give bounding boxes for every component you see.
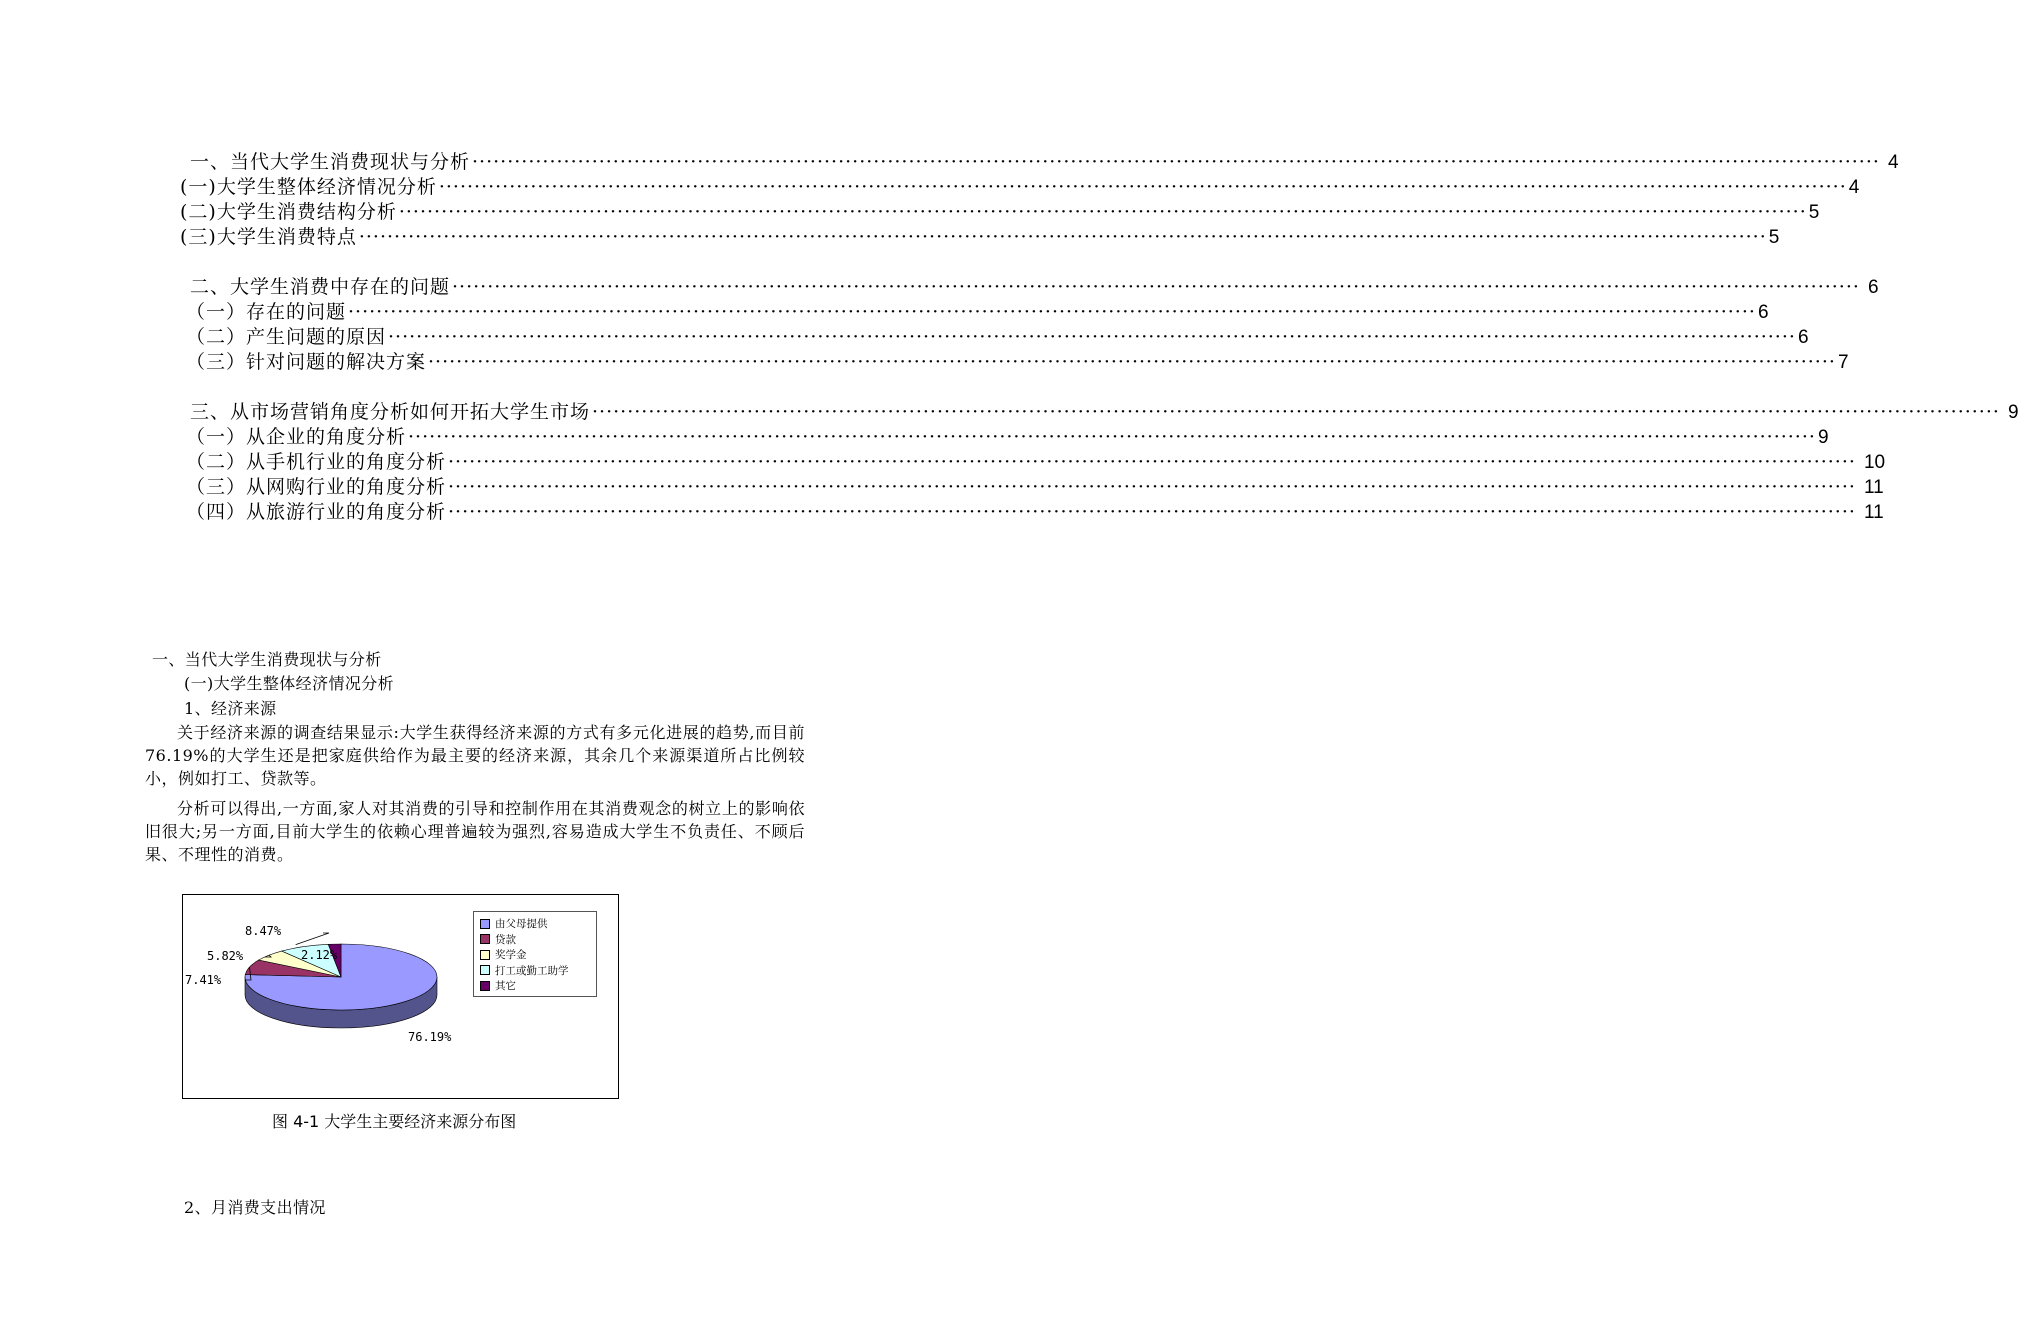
toc-leader-dots: ········································································································································································································ xyxy=(388,326,1796,348)
toc-page-number: 9 xyxy=(1817,427,1829,448)
toc-leader-dots: ········································································································································································································ xyxy=(438,176,1847,198)
toc-section-entry[interactable] xyxy=(190,150,1899,175)
pie-data-label: 5.82% xyxy=(207,949,244,963)
legend-item xyxy=(480,916,592,932)
toc-page-number: 9 xyxy=(2007,402,2019,423)
legend-swatch xyxy=(480,950,490,960)
toc-leader-dots: ········································································································································································································ xyxy=(472,151,1880,173)
toc-page-number: 11 xyxy=(1863,477,1884,498)
toc-entry-title: (一)大学生整体经济情况分析 xyxy=(180,176,437,198)
toc-entry-title: (二)大学生消费结构分析 xyxy=(180,201,397,223)
legend-label: 贷款 xyxy=(495,933,516,946)
legend-label: 奖学金 xyxy=(495,949,527,962)
toc-page-number: 6 xyxy=(1797,327,1809,348)
toc-leader-dots: ········································································································································································································ xyxy=(398,201,1807,223)
sub-subsection-heading-2: 2、月消费支出情况 xyxy=(184,1198,326,1217)
toc-page-number: 5 xyxy=(1768,227,1780,248)
legend-swatch xyxy=(480,981,490,991)
figure-caption: 图 4-1 大学生主要经济来源分布图 xyxy=(272,1112,517,1131)
toc-leader-dots: ········································································································································································································ xyxy=(428,351,1836,373)
toc-entry-title: （三）从网购行业的角度分析 xyxy=(186,476,447,498)
pie-data-label: 7.41% xyxy=(185,973,222,987)
legend-item xyxy=(480,947,592,963)
pie-data-label: 76.19% xyxy=(408,1030,452,1044)
toc-page-number: 6 xyxy=(1757,302,1769,323)
pie-data-label: 8.47% xyxy=(245,924,282,938)
toc-leader-dots: ········································································································································································································ xyxy=(448,476,1856,498)
toc-entry-title: （二）从手机行业的角度分析 xyxy=(186,451,447,473)
toc-page-number: 7 xyxy=(1837,352,1849,373)
toc-item-entry[interactable] xyxy=(180,200,1820,225)
toc-page-number: 4 xyxy=(1848,177,1860,198)
toc-section-entry[interactable] xyxy=(190,275,1879,300)
toc-leader-dots: ········································································································································································································ xyxy=(358,226,1767,248)
legend-swatch xyxy=(480,934,490,944)
toc-page-number: 6 xyxy=(1867,277,1879,298)
toc-leader-dots: ········································································································································································································ xyxy=(452,276,1860,298)
chart-legend xyxy=(473,911,597,997)
paragraph-economic-source: 关于经济来源的调查结果显示:大学生获得经济来源的方式有多元化进展的趋势,而目前76.19%的大学生还是把家庭供给作为最主要的经济来源，其余几个来源渠道所占比例较小，例如打工、贷款等。 xyxy=(145,723,805,788)
toc-entry-title: 三、从市场营销角度分析如何开拓大学生市场 xyxy=(190,401,591,423)
toc-leader-dots: ········································································································································································································ xyxy=(408,426,1816,448)
legend-item xyxy=(480,963,592,979)
data-label-leader xyxy=(296,933,329,945)
sub-subsection-heading: 1、经济来源 xyxy=(184,699,277,718)
subsection-heading: (一)大学生整体经济情况分析 xyxy=(184,674,395,693)
toc-entry-title: 二、大学生消费中存在的问题 xyxy=(190,276,451,298)
toc-entry-title: （一）从企业的角度分析 xyxy=(186,426,407,448)
legend-item xyxy=(480,978,592,994)
pie-chart xyxy=(182,894,619,1099)
legend-label: 打工或勤工助学 xyxy=(495,964,569,977)
toc-leader-dots: ········································································································································································································ xyxy=(448,501,1856,523)
toc-entry-title: （三）针对问题的解决方案 xyxy=(186,351,427,373)
toc-entry-title: （二）产生问题的原因 xyxy=(186,326,387,348)
toc-page-number: 11 xyxy=(1863,502,1884,523)
toc-item-entry[interactable] xyxy=(186,350,1849,375)
section-heading: 一、当代大学生消费现状与分析 xyxy=(152,650,382,669)
toc-item-entry[interactable] xyxy=(186,300,1769,325)
toc-item-entry[interactable] xyxy=(186,425,1829,450)
toc-item-entry[interactable] xyxy=(186,325,1809,350)
toc-leader-dots: ········································································································································································································ xyxy=(448,451,1856,473)
toc-entry-title: （四）从旅游行业的角度分析 xyxy=(186,501,447,523)
legend-label: 其它 xyxy=(495,980,516,993)
toc-item-entry[interactable] xyxy=(180,225,1780,250)
toc-page-number: 10 xyxy=(1863,452,1886,473)
toc-item-entry[interactable] xyxy=(180,175,1860,200)
toc-page-number: 4 xyxy=(1887,152,1899,173)
toc-leader-dots: ········································································································································································································ xyxy=(348,301,1756,323)
toc-entry-title: （一）存在的问题 xyxy=(186,301,347,323)
paragraph-analysis: 分析可以得出,一方面,家人对其消费的引导和控制作用在其消费观念的树立上的影响依旧很大;另一方面,目前大学生的依赖心理普遍较为强烈,容易造成大学生不负责任、不顾后果、不理性的消费。 xyxy=(145,799,805,864)
toc-leader-dots: ········································································································································································································ xyxy=(592,401,2000,423)
legend-swatch xyxy=(480,965,490,975)
legend-swatch xyxy=(480,919,490,929)
toc-item-entry[interactable] xyxy=(186,450,1886,475)
legend-item xyxy=(480,932,592,948)
toc-entry-title: 一、当代大学生消费现状与分析 xyxy=(190,151,471,173)
toc-section-entry[interactable] xyxy=(190,400,2019,425)
pie-data-label: 2.12% xyxy=(301,948,338,962)
toc-item-entry[interactable] xyxy=(186,500,1884,525)
legend-label: 由父母提供 xyxy=(495,918,548,931)
toc-item-entry[interactable] xyxy=(186,475,1884,500)
toc-entry-title: (三)大学生消费特点 xyxy=(180,226,357,248)
toc-page-number: 5 xyxy=(1808,202,1820,223)
